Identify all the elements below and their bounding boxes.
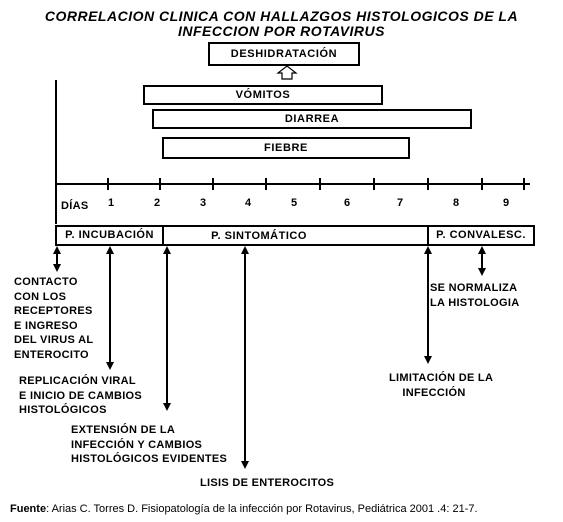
day-label-5: 5 <box>290 197 298 209</box>
day-label-2: 2 <box>153 197 161 209</box>
day-label-3: 3 <box>199 197 207 209</box>
period-convalescencia: P. CONVALESC. <box>436 229 526 241</box>
symptom-label-diarrea: DIARREA <box>284 113 340 125</box>
event-normaliza: SE NORMALIZA LA HISTOLOGIA <box>430 282 520 309</box>
period-incubacion: P. INCUBACIÓN <box>65 229 154 241</box>
event-contacto: CONTACTO CON LOS RECEPTORES E INGRESO DEL VIRUS AL ENTEROCITO <box>14 276 94 361</box>
source-label: Fuente <box>10 503 47 515</box>
day-label-4: 4 <box>244 197 252 209</box>
diagram-title-line-1: CORRELACION CLINICA CON HALLAZGOS HISTOLOGICOS DE LA <box>44 8 519 24</box>
day-label-1: 1 <box>107 197 115 209</box>
event-extension: EXTENSIÓN DE LA INFECCIÓN Y CAMBIOS HISTOLÓGICOS EVIDENTES <box>71 424 228 466</box>
day-label-7: 7 <box>396 197 404 209</box>
event-lisis: LISIS DE ENTEROCITOS <box>200 477 335 489</box>
period-sintomatico: P. SINTOMÁTICO <box>211 230 307 242</box>
day-label-6: 6 <box>343 197 351 209</box>
symptom-label-vomitos: VÓMITOS <box>235 89 291 101</box>
symptom-label-fiebre: FIEBRE <box>264 142 308 154</box>
event-replicacion: REPLICACIÓN VIRAL E INICIO DE CAMBIOS HISTOLÓGICOS <box>19 375 143 417</box>
day-label-8: 8 <box>452 197 460 209</box>
event-limitacion: LIMITACIÓN DE LA INFECCIÓN <box>389 372 494 399</box>
days-axis-label: DÍAS <box>61 200 89 212</box>
source-footer <box>10 503 478 515</box>
source-text: : Arias C. Torres D. Fisiopatología de la infección por Rotavirus, Pediátrica 2001 .4: 21-7. <box>46 503 478 515</box>
diagram-title-line-2: INFECCION POR ROTAVIRUS <box>178 23 385 39</box>
up-arrow-icon <box>278 66 296 79</box>
day-label-9: 9 <box>502 197 510 209</box>
symptom-label-deshidratacion: DESHIDRATACIÓN <box>230 48 338 60</box>
